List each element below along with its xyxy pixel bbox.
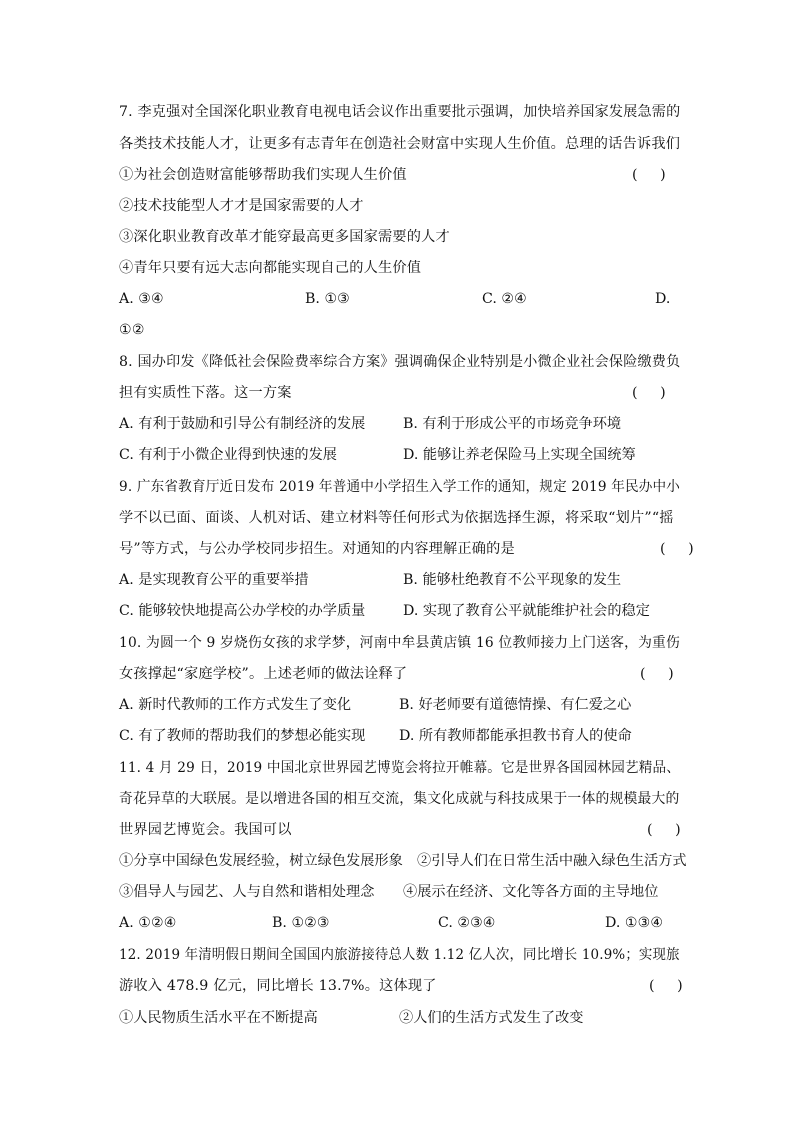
- q8-answer-blank: ( ): [632, 385, 666, 401]
- q10-stem-line-2: 女孩撑起“家庭学校”。上述老师的做法诠释了: [119, 666, 408, 682]
- q7-stem-line-1: 7. 李克强对全国深化职业教育电视电话会议作出重要批示强调，加快培养国家发展急需的: [119, 104, 681, 120]
- q10-stem-line-1: 10. 为圆一个 9 岁烧伤女孩的求学梦，河南中牟县黄店镇 16 位教师接力上门送客，为重伤: [119, 635, 680, 651]
- q8-option-b: B. 有利于形成公平的市场竞争环境: [403, 416, 622, 432]
- q9-answer-blank: ( ): [660, 541, 694, 557]
- q9-stem-line-3: 号”等方式，与公办学校同步招生。对通知的内容理解正确的是: [119, 541, 515, 557]
- q10-answer-blank: ( ): [640, 666, 674, 682]
- q12-answer-blank: ( ): [649, 978, 683, 994]
- q7-option-d: D.: [655, 291, 671, 307]
- q11-option-a: A. ①②④: [119, 915, 177, 931]
- q7-statement-4: ④青年只要有远大志向都能实现自己的人生价值: [119, 260, 422, 276]
- q8-option-c: C. 有利于小微企业得到快速的发展: [119, 447, 337, 463]
- q11-statement-3: ③倡导人与园艺、人与自然和谐相处理念: [119, 884, 375, 900]
- q10-option-c: C. 有了教师的帮助我们的梦想必能实现: [119, 728, 366, 744]
- q7-statement-1: ①为社会创造财富能够帮助我们实现人生价值: [119, 167, 407, 183]
- q11-answer-blank: ( ): [647, 822, 681, 838]
- q11-statement-4: ④展示在经济、文化等各方面的主导地位: [403, 884, 659, 900]
- q11-option-d: D. ①③④: [605, 915, 664, 931]
- q12-stem-line-1: 12. 2019 年清明假日期间全国国内旅游接待总人数 1.12 亿人次，同比增长 10.9%；实现旅: [119, 947, 680, 963]
- q7-statement-3: ③深化职业教育改革才能穿最高更多国家需要的人才: [119, 229, 450, 245]
- q9-option-d: D. 实现了教育公平就能维护社会的稳定: [403, 603, 650, 619]
- q9-stem-line-2: 学不以已面、面谈、人机对话、建立材料等任何形式为依据选择生源，将采取“划片”“摇: [119, 510, 674, 526]
- q11-option-c: C. ②③④: [438, 915, 496, 931]
- q12-statement-1: ①人民物质生活水平在不断提高: [119, 1010, 318, 1026]
- q10-option-a: A. 新时代教师的工作方式发生了变化: [119, 697, 352, 713]
- q7-statement-2: ②技术技能型人才才是国家需要的人才: [119, 198, 364, 214]
- q9-option-c: C. 能够较快地提高公办学校的办学质量: [119, 603, 366, 619]
- q7-stem-line-2: 各类技术技能人才，让更多有志青年在创造社会财富中实现人生价值。总理的话告诉我们: [119, 136, 681, 152]
- q11-statement-1: ①分享中国绿色发展经验，树立绿色发展形象: [119, 853, 403, 869]
- q9-option-a: A. 是实现教育公平的重要举措: [119, 572, 309, 588]
- q10-option-b: B. 好老师要有道德情操、有仁爱之心: [399, 697, 632, 713]
- q7-option-d-continued: ①②: [119, 322, 145, 338]
- q9-option-b: B. 能够杜绝教育不公平现象的发生: [403, 572, 622, 588]
- q8-stem-line-1: 8. 国办印发《降低社会保险费率综合方案》强调确保企业特别是小微企业社会保险缴费负: [119, 354, 681, 370]
- q11-stem-line-1: 11. 4 月 29 日，2019 中国北京世界园艺博览会将拉开帷幕。它是世界各国园林园艺精品、: [119, 760, 681, 776]
- q11-stem-line-2: 奇花异草的大联展。是以增进各国的相互交流，集文化成就与科技成果于一体的规模最大的: [119, 791, 680, 807]
- q11-option-b: B. ①②③: [272, 915, 330, 931]
- q8-stem-line-2: 担有实质性下落。这一方案: [119, 385, 292, 401]
- q12-stem-line-2: 游收入 478.9 亿元，同比增长 13.7%。这体现了: [119, 978, 437, 994]
- q10-option-d: D. 所有教师都能承担教书育人的使命: [399, 728, 632, 744]
- q7-answer-blank: ( ): [632, 167, 666, 183]
- q7-option-b: B. ①③: [305, 291, 350, 307]
- q7-option-a: A. ③④: [119, 291, 164, 307]
- q8-option-a: A. 有利于鼓励和引导公有制经济的发展: [119, 416, 366, 432]
- q11-stem-line-3: 世界园艺博览会。我国可以: [119, 822, 292, 838]
- q9-stem-line-1: 9. 广东省教育厅近日发布 2019 年普通中小学招生入学工作的通知，规定 2019 年民办中小: [119, 479, 681, 495]
- q7-option-c: C. ②④: [482, 291, 527, 307]
- q12-statement-2: ②人们的生活方式发生了改变: [399, 1010, 584, 1026]
- q8-option-d: D. 能够让养老保险马上实现全国统筹: [403, 447, 636, 463]
- q11-statement-2: ②引导人们在日常生活中融入绿色生活方式: [417, 853, 687, 869]
